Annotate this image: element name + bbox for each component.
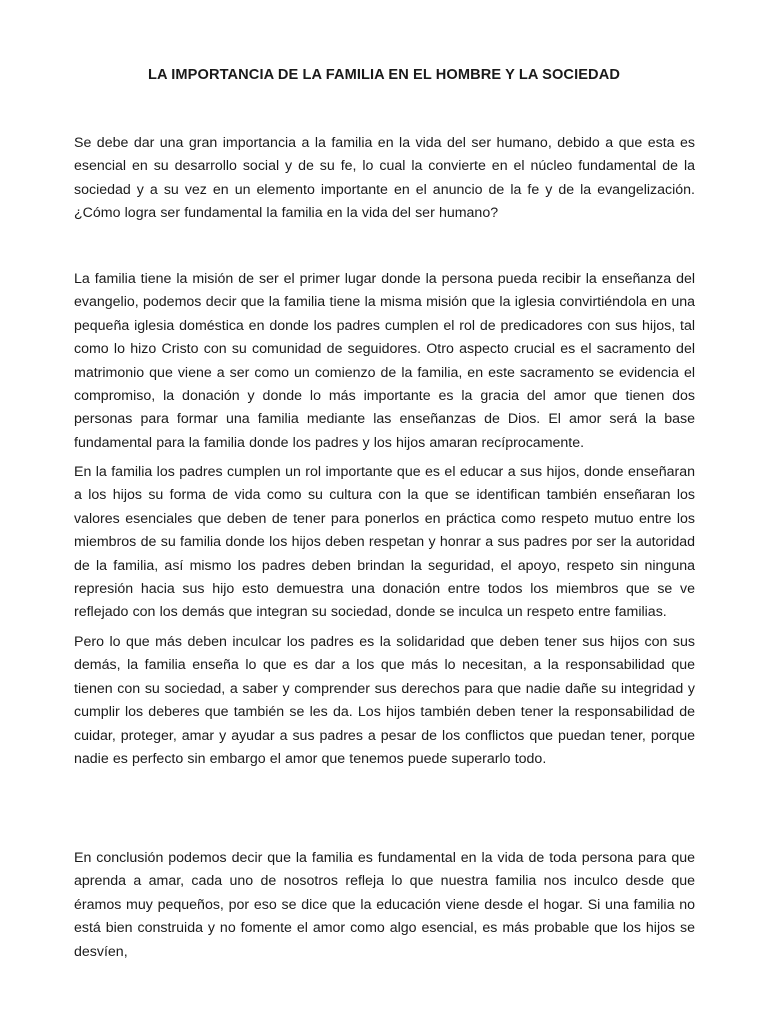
paragraph-conclusion: En conclusión podemos decir que la familia es fundamental en la vida de toda persona para que aprenda a amar, cada uno de nosotros refleja lo que nuestra familia nos inculco desde que éramos muy pequeños, por eso se dice que la educación viene desde el hogar. Si una familia no está bien construida y no fomente el amor como algo esencial, es más probable que los hijos se desvíen, <box>74 850 695 960</box>
paragraph-introduction: Se debe dar una gran importancia a la familia en la vida del ser humano, debido a que esta es esencial en su desarrollo social y de su fe, lo cual la convierte en el núcleo fundamental de la sociedad y a su vez en un elemento importante en el anuncio de la fe y de la evangelización. ¿Cómo logra ser fundamental la familia en la vida del ser humano? <box>74 135 695 222</box>
paragraph-solidarity: Pero lo que más deben inculcar los padres es la solidaridad que deben tener sus hijos con sus demás, la familia enseña lo que es dar a los que más lo necesitan, a la responsabilidad que tienen con su sociedad, a saber y comprender sus derechos para que nadie dañe su integridad y cumplir los deberes que también se les da. Los hijos también deben tener la responsabilidad de cuidar, proteger, amar y ayudar a sus padres a pesar de los conflictos que puedan tener, porque nadie es perfecto sin embargo el amor que tenemos puede superarlo todo. <box>74 634 695 768</box>
paragraph-education: En la familia los padres cumplen un rol importante que es el educar a sus hijos, donde enseñaran a los hijos su forma de vida como su cultura con la que se identifican también enseñaran los valores esenciales que deben de tener para ponerlos en práctica como respeto mutuo entre los miembros de su familia donde los hijos deben respetan y honrar a sus padres por ser la autoridad de la familia, así mismo los padres deben brindan la seguridad, el apoyo, respeto sin ninguna represión hacia sus hijo esto demuestra una donación entre todos los miembros que se ve reflejado con los demás que integran su sociedad, donde se inculca un respeto entre familias. <box>74 464 695 621</box>
paragraph-mission: La familia tiene la misión de ser el primer lugar donde la persona pueda recibir la enseñanza del evangelio, podemos decir que la familia tiene la misma misión que la iglesia convirtiéndola en una pequeña iglesia doméstica en donde los padres cumplen el rol de predicadores con sus hijos, tal como lo hizo Cristo con su comunidad de seguidores. Otro aspecto crucial es el sacramento del matrimonio que viene a ser como un comienzo de la familia, en este sacramento se evidencia el compromiso, la donación y donde lo más importante es la gracia del amor que tienen dos personas para formar una familia mediante las enseñanzas de Dios. El amor será la base fundamental para la familia donde los padres y los hijos amaran recíprocamente. <box>74 271 695 451</box>
document-title: LA IMPORTANCIA DE LA FAMILIA EN EL HOMBRE Y LA SOCIEDAD <box>148 67 620 83</box>
